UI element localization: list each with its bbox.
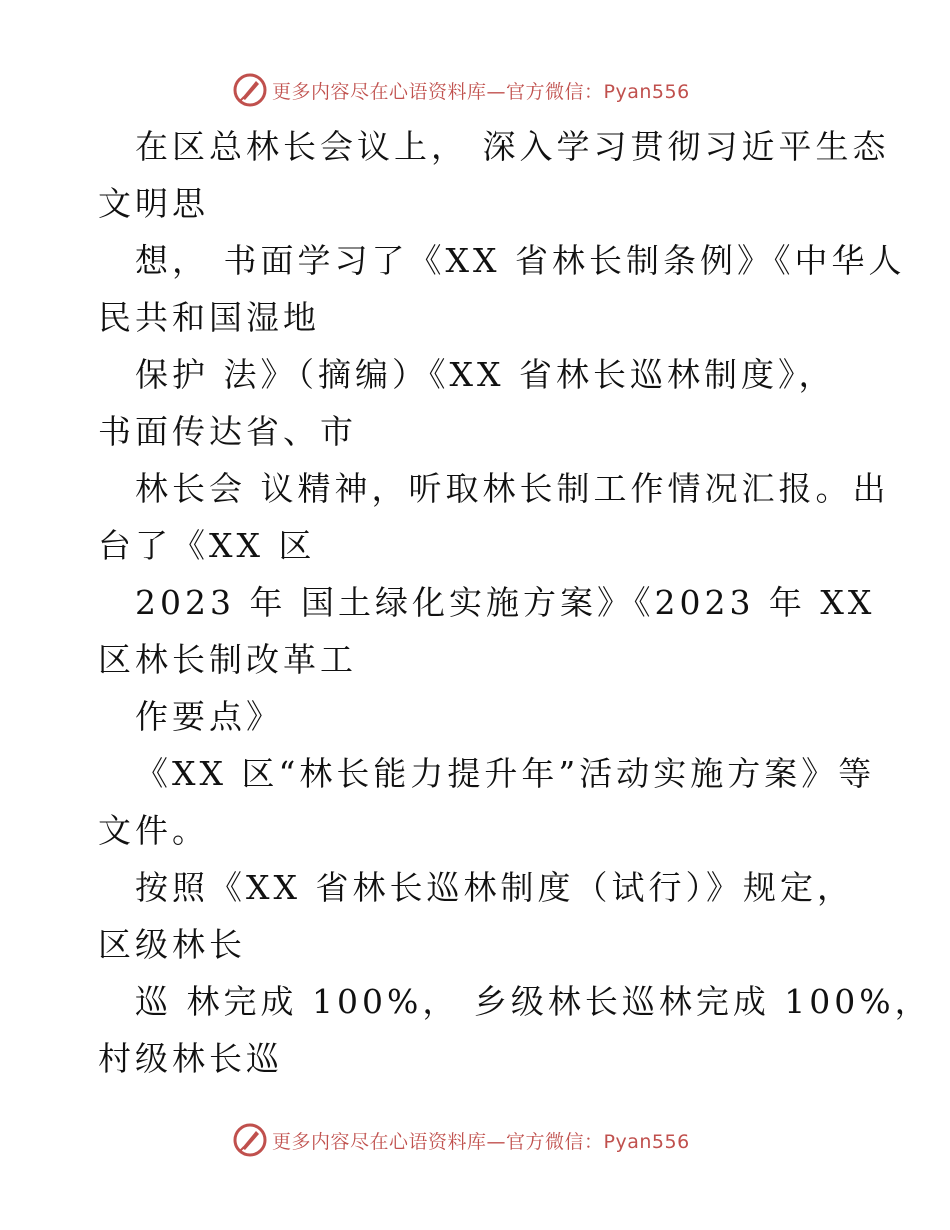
text-line: 巡 林完成 100%， 乡级林长巡林完成 100%， (135, 982, 932, 1021)
text-line: 区林长制改革工 (98, 640, 357, 679)
text-line: 区级林长 (98, 925, 246, 964)
text-line: 书面传达省、市 (98, 412, 357, 451)
quill-circle-icon (232, 72, 268, 108)
quill-circle-icon (232, 1122, 268, 1158)
text-line: 村级林长巡 (98, 1039, 283, 1078)
text-line: 林长会 议精神，听取林长制工作情况汇报。出 (135, 469, 890, 508)
text-line: 文明思 (98, 184, 209, 223)
text-line: 作要点》 (135, 697, 283, 736)
text-line: 民共和国湿地 (98, 298, 320, 337)
header-watermark-banner (232, 70, 690, 110)
footer-watermark-banner (232, 1120, 690, 1160)
text-line: 2023 年 国土绿化实施方案》《2023 年 XX (135, 583, 876, 622)
text-line: 台了《XX 区 (98, 526, 316, 565)
watermark-text: 更多内容尽在心语资料库—官方微信：Pyan556 (272, 1130, 690, 1153)
text-line: 文件。 (98, 811, 209, 850)
text-line: 《XX 区“林长能力提升年”活动实施方案》等 (135, 754, 876, 793)
text-line: 按照《XX 省林长巡林制度（试行）》规定， (135, 868, 854, 907)
text-line: 想， 书面学习了《XX 省林长制条例》《中华人 (135, 241, 906, 280)
text-line: 在区总林长会议上， 深入学习贯彻习近平生态 (135, 127, 890, 166)
text-line: 保护 法》（摘编）《XX 省林长巡林制度》， (135, 355, 836, 394)
watermark-text: 更多内容尽在心语资料库—官方微信：Pyan556 (272, 80, 690, 103)
